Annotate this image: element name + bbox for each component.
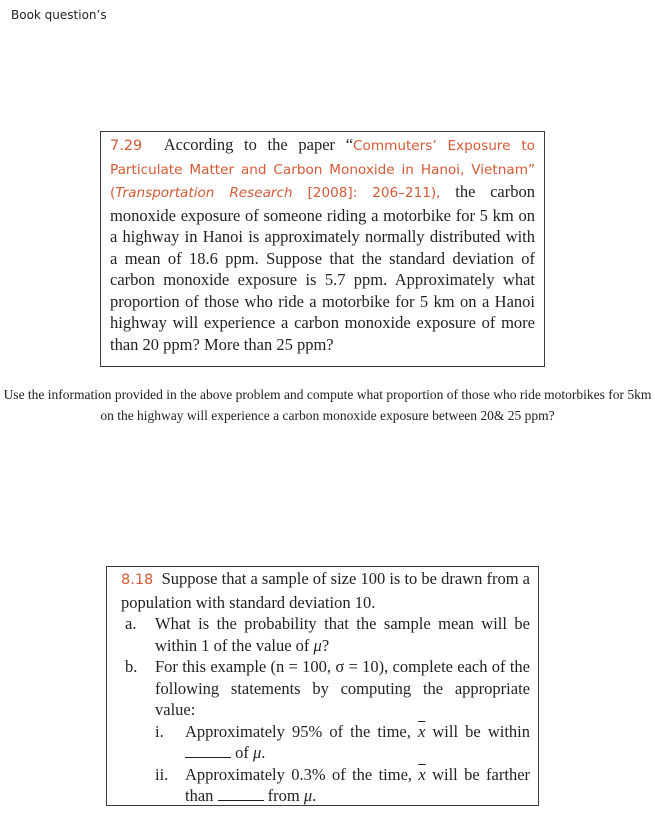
- part-b-text: For this example (n = 100, σ = 10), complete each of the following statements by computing the appropriate value:: [155, 657, 530, 719]
- journal-name: Transportation Research: [115, 185, 293, 201]
- part-ii-text-end: from: [267, 786, 300, 805]
- part-i-text-mid: will be within: [432, 721, 530, 741]
- problem-7-29-box: [100, 131, 545, 367]
- part-b-i: [155, 721, 530, 764]
- problem-body: the carbon monoxide exposure of someone riding a motorbike for 5 km on a highway in Hanoi is approximately normally distributed with a mean of 18.6 ppm. Suppose that the standard deviation of carbon monoxide exposure is 5.7 ppm. Approximately what proportion of those who ride a motorbike for 5 km on a Hanoi highway will experience a carbon monoxide exposure of more than 20 ppm? More than 25 ppm?: [110, 182, 535, 354]
- paper-title: Commuters’ Exposure to Particulate Matter and Carbon Monoxide in Hanoi, Vietnam: [110, 138, 535, 178]
- answer-blank[interactable]: [185, 743, 231, 758]
- part-ii-text-mid: will be farther than: [185, 764, 531, 805]
- period: .: [261, 743, 266, 762]
- close-quote: ” (: [110, 161, 535, 201]
- part-b-label: b.: [125, 657, 138, 676]
- part-a-label: a.: [125, 614, 137, 633]
- problem-8-18-box: [106, 566, 539, 806]
- part-b-ii: [155, 764, 530, 807]
- part-ii-label: ii.: [155, 764, 169, 784]
- problem-intro: According to the paper “: [163, 135, 354, 154]
- problem-number: 8.18: [121, 572, 154, 588]
- problem-8-18-text: [121, 568, 530, 806]
- instruction-text: Use the information provided in the above problem and compute what proportion of those who ride motorbikes for 5km on the highway will experience a carbon monoxide exposure between 20& 25 ppm?: [3, 387, 652, 423]
- xbar-symbol: $\overline{x}$: [417, 721, 426, 741]
- problem-number: 7.29: [110, 138, 143, 154]
- answer-blank[interactable]: [218, 786, 264, 801]
- period: .: [312, 786, 317, 805]
- problem-7-29-text: [110, 134, 535, 355]
- mu-symbol: μ: [313, 635, 322, 655]
- citation-tail: [2008]: 206–211),: [292, 185, 441, 201]
- part-i-text-start: Approximately 95% of the time,: [185, 721, 411, 741]
- mu-symbol: μ: [253, 743, 262, 762]
- part-i-text-end: of: [235, 743, 249, 762]
- part-b: [121, 656, 530, 721]
- page-header: Book question’s: [11, 8, 107, 22]
- part-i-label: i.: [155, 721, 164, 741]
- part-a-text: What is the probability that the sample mean will be within 1 of the value of: [155, 614, 530, 655]
- part-a: [121, 613, 530, 656]
- problem-stem: Suppose that a sample of size 100 is to be drawn from a population with standard deviation 10.: [121, 569, 531, 612]
- mu-symbol: μ: [303, 786, 313, 805]
- part-ii-text-start: Approximately 0.3% of the time,: [185, 764, 413, 784]
- xbar-symbol: $\overline{x}$: [418, 764, 426, 784]
- question-mark: ?: [321, 635, 330, 655]
